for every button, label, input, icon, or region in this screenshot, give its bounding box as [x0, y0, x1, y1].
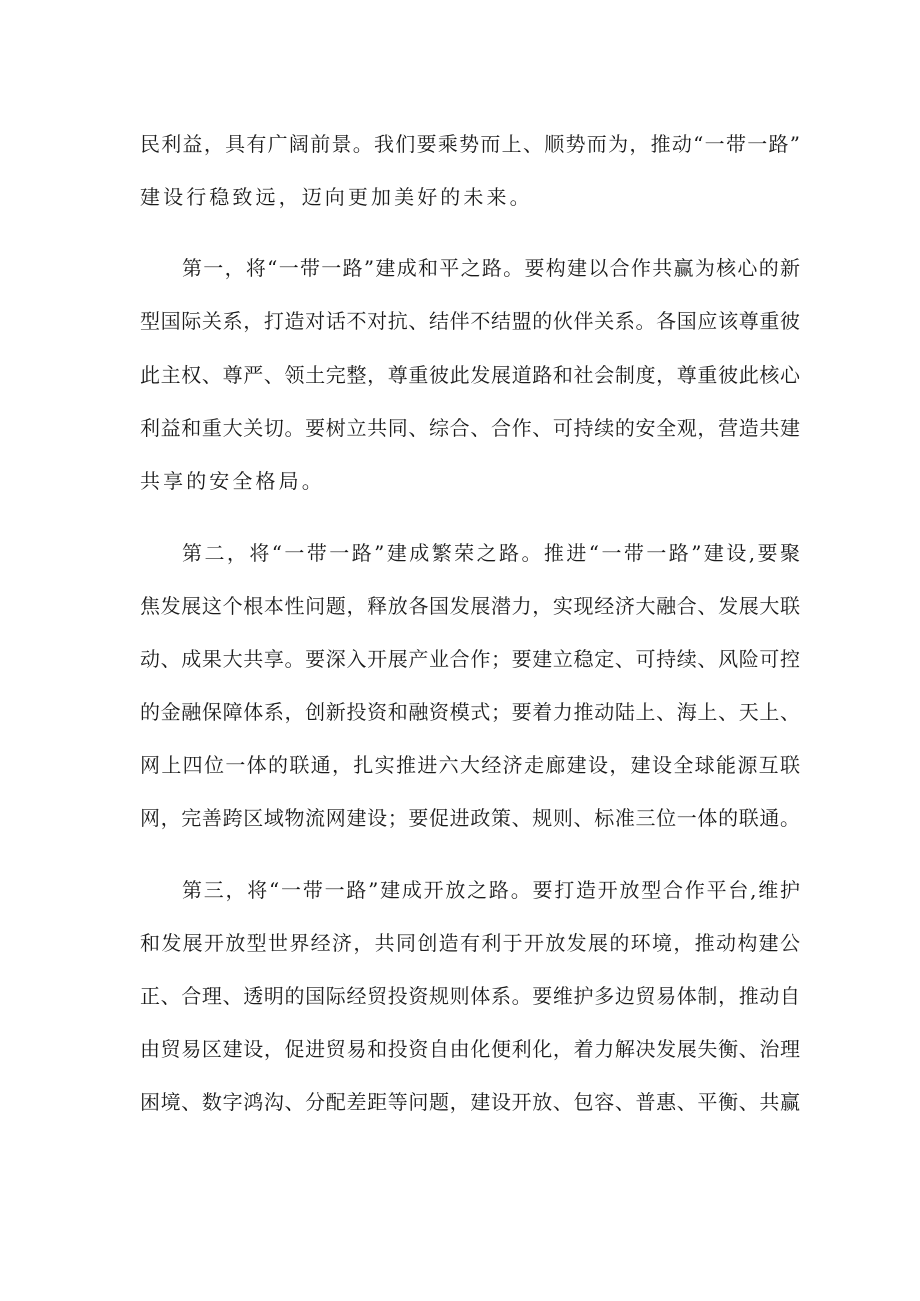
- paragraph-line: 困境、数字鸿沟、分配差距等问题，建设开放、包容、普惠、平衡、共赢: [140, 1090, 800, 1114]
- paragraph-line: 第三，将“一带一路”建成开放之路。要打造开放型合作平台,维护: [182, 878, 800, 902]
- paragraph-line: 由贸易区建设，促进贸易和投资自由化便利化，着力解决发展失衡、治理: [140, 1037, 800, 1061]
- paragraph-line: 利益和重大关切。要树立共同、综合、合作、可持续的安全观，营造共建: [140, 416, 800, 440]
- paragraph-line: 的金融保障体系，创新投资和融资模式；要着力推动陆上、海上、天上、: [140, 700, 800, 724]
- paragraph-line: 型国际关系，打造对话不对抗、结伴不结盟的伙伴关系。各国应该尊重彼: [140, 309, 800, 333]
- paragraph-line: 动、成果大共享。要深入开展产业合作；要建立稳定、可持续、风险可控: [140, 647, 800, 671]
- paragraph-line: 和发展开放型世界经济，共同创造有利于开放发展的环境，推动构建公: [140, 931, 800, 955]
- paragraph-line: 第一，将“一带一路”建成和平之路。要构建以合作共赢为核心的新: [182, 256, 800, 280]
- paragraph-line: 此主权、尊严、领土完整，尊重彼此发展道路和社会制度，尊重彼此核心: [140, 363, 800, 387]
- paragraph-line: 建设行稳致远，迈向更加美好的未来。: [140, 185, 533, 209]
- paragraph-line: 焦发展这个根本性问题，释放各国发展潜力，实现经济大融合、发展大联: [140, 594, 800, 618]
- paragraph-line: 第二，将“一带一路”建成繁荣之路。推进“一带一路”建设,要聚: [182, 541, 800, 565]
- paragraph-line: 共享的安全格局。: [140, 469, 325, 493]
- paragraph-line: 民利益，具有广阔前景。我们要乘势而上、顺势而为，推动“一带一路”: [140, 132, 800, 156]
- paragraph-line: 网，完善跨区域物流网建设；要促进政策、规则、标准三位一体的联通。: [140, 806, 800, 830]
- paragraph-line: 正、合理、透明的国际经贸投资规则体系。要维护多边贸易体制，推动自: [140, 984, 800, 1008]
- paragraph-line: 网上四位一体的联通，扎实推进六大经济走廊建设，建设全球能源互联: [140, 753, 800, 777]
